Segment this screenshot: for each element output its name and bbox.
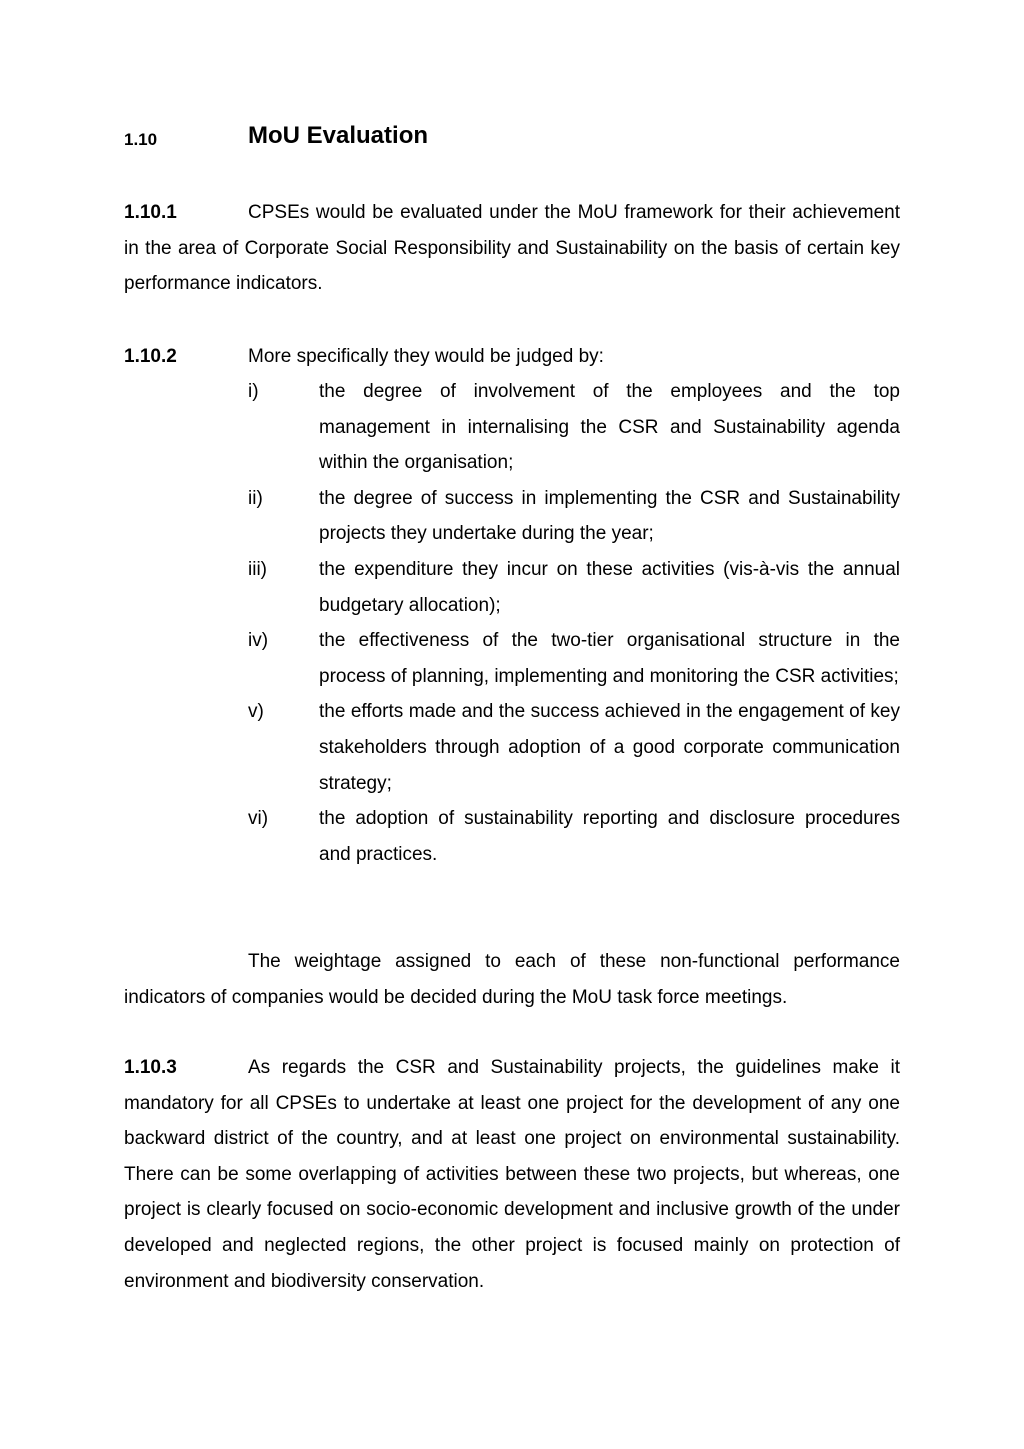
- list-marker: iv): [248, 630, 269, 652]
- list-item-text: the effectiveness of the two-tier organisational structure in the process of planning, implementing and monitoring the CSR activities;: [319, 630, 900, 687]
- section-number: 1.10: [124, 130, 158, 149]
- paragraph-1-10-2-intro: [124, 339, 900, 375]
- list-item: [248, 694, 900, 801]
- paragraph-number: 1.10.3: [124, 1057, 177, 1078]
- list-marker: i): [248, 381, 259, 402]
- list-item: [248, 801, 900, 872]
- paragraph-text: As regards the CSR and Sustainability projects, the guidelines make it mandatory for all CPSEs to undertake at least one project for the development of any one backward district of the country, and at least one project on environmental sustainability. There can be some overlapping of activities between these two projects, but whereas, one project is clearly focused on socio-economic development and inclusive growth of the under developed and neglected regions, the other project is focused mainly on protection of environment and biodiversity conservation.: [124, 1057, 900, 1292]
- list-item-text: the expenditure they incur on these activities (vis-à-vis the annual budgetary allocation);: [319, 558, 900, 616]
- section-heading: [124, 122, 900, 154]
- section-title: MoU Evaluation: [248, 122, 429, 149]
- list-item-text: the efforts made and the success achieved in the engagement of key stakeholders through adoption of a good corporate communication strategy;: [319, 701, 900, 794]
- list-marker: v): [248, 701, 264, 723]
- list-marker: vi): [248, 808, 269, 830]
- paragraph-number: 1.10.2: [124, 346, 177, 367]
- list-item-text: the degree of involvement of the employees and the top management in internalising the CSR and Sustainability agenda within the organisation;: [319, 381, 900, 474]
- paragraph-1-10-2-closing: [124, 944, 900, 1015]
- paragraph-1-10-3: [124, 1050, 900, 1299]
- list-marker: iii): [248, 558, 267, 580]
- criteria-list: [248, 374, 900, 872]
- paragraph-text: More specifically they would be judged by:: [248, 346, 604, 367]
- list-item: [248, 481, 900, 552]
- paragraph-text: CPSEs would be evaluated under the MoU framework for their achievement in the area of Corporate Social Responsibility and Sustainability on the basis of certain key performance indicators.: [124, 202, 900, 295]
- list-marker: ii): [248, 487, 263, 509]
- list-item: [248, 623, 900, 694]
- list-item-text: the adoption of sustainability reporting and disclosure procedures and practices.: [319, 808, 900, 865]
- list-item: [248, 552, 900, 623]
- list-item-text: the degree of success in implementing the CSR and Sustainability projects they undertake during the year;: [319, 487, 900, 545]
- paragraph-text: The weightage assigned to each of these non-functional performance indicators of companies would be decided during the MoU task force meetings.: [124, 951, 900, 1008]
- paragraph-number: 1.10.1: [124, 202, 177, 223]
- list-item: [248, 374, 900, 481]
- paragraph-1-10-1: [124, 195, 900, 302]
